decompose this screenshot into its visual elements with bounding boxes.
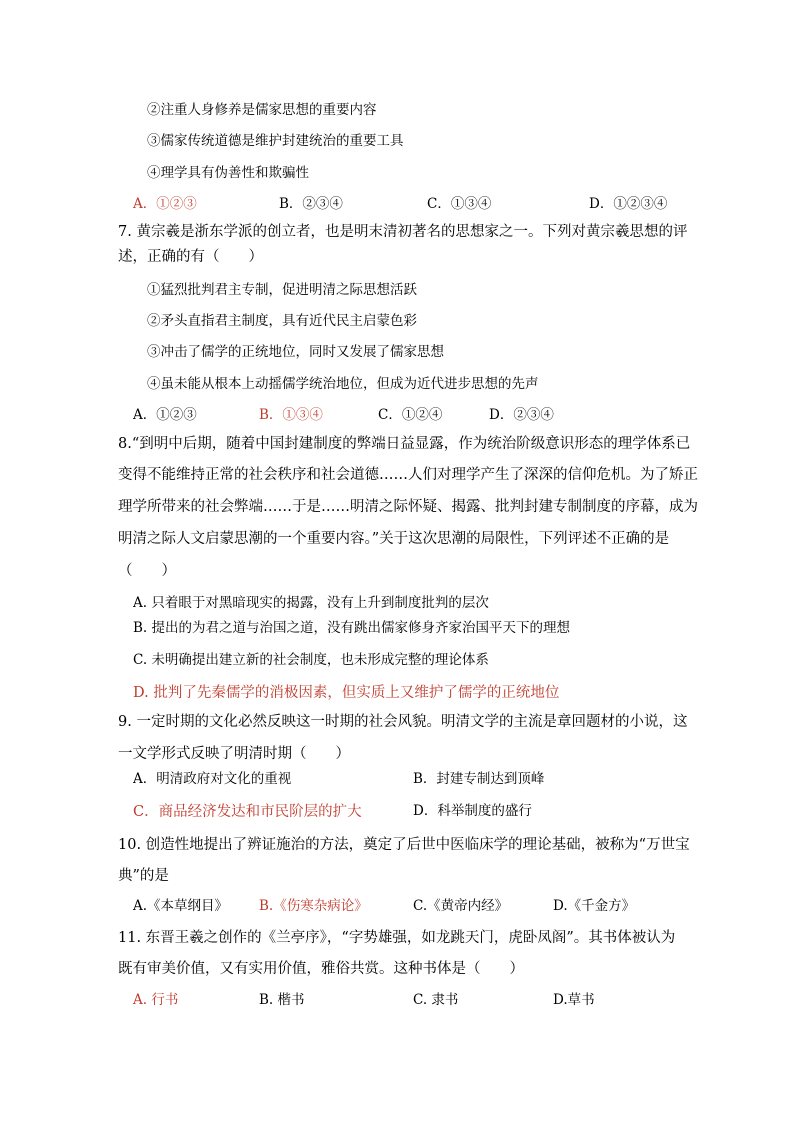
q8-stem-line-5: （ ） bbox=[118, 563, 176, 579]
q6-statement-3: ③儒家传统道德是维护封建统治的重要工具 bbox=[147, 133, 404, 149]
q9-option-c: C．商品经济发达和市民阶层的扩大 bbox=[133, 804, 362, 820]
q6-statement-2: ②注重人身修养是儒家思想的重要内容 bbox=[147, 102, 377, 118]
q6-option-c: C．①③④ bbox=[427, 196, 492, 212]
q10-option-b: B.《伤寒杂病论》 bbox=[259, 898, 368, 914]
q9-option-b: B．封建专制达到顶峰 bbox=[413, 771, 545, 787]
q10-stem-line-1: 10. 创造性地提出了辨证施治的方法，奠定了后世中医临床学的理论基础，被称为“万世宝 bbox=[118, 837, 690, 853]
q9-option-d: D．科举制度的盛行 bbox=[413, 803, 532, 819]
q10-option-d: D.《千金方》 bbox=[553, 898, 636, 914]
q11-option-a: A. 行书 bbox=[133, 992, 179, 1008]
q7-statement-3: ③冲击了儒学的正统地位，同时又发展了儒家思想 bbox=[147, 344, 444, 360]
q8-stem-line-1: 8.“到明中后期，随着中国封建制度的弊端日益显露，作为统治阶级意识形态的理学体系已 bbox=[118, 436, 691, 452]
q8-stem-line-4: 明清之际人文启蒙思潮的一个重要内容。”关于这次思潮的局限性，下列评述不正确的是 bbox=[118, 531, 670, 547]
q7-option-a: A．①②③ bbox=[133, 407, 197, 423]
q7-statement-1: ①猛烈批判君主专制，促进明清之际思想活跃 bbox=[147, 282, 417, 298]
q6-option-a: A．①②③ bbox=[133, 196, 197, 212]
q9-stem-line-1: 9. 一定时期的文化必然反映这一时期的社会风貌。明清文学的主流是章回题材的小说，这 bbox=[118, 714, 688, 730]
q7-option-d: D．②③④ bbox=[489, 407, 554, 423]
q9-option-a: A．明清政府对文化的重视 bbox=[133, 771, 292, 787]
q7-option-c: C．①②④ bbox=[378, 407, 443, 423]
q8-option-d: D. 批判了先秦儒学的消极因素，但实质上又维护了儒学的正统地位 bbox=[133, 685, 560, 701]
q8-stem-line-2: 变得不能维持正常的社会秩序和社会道德……人们对理学产生了深深的信仰危机。为了矫正 bbox=[118, 467, 698, 483]
q8-option-c: C. 未明确提出建立新的社会制度，也未形成完整的理论体系 bbox=[133, 652, 489, 668]
q7-stem-line-2: 述，正确的有（ ） bbox=[118, 249, 263, 265]
q6-option-d: D．①②③④ bbox=[589, 196, 668, 212]
q7-option-b: B．①③④ bbox=[259, 407, 323, 423]
q6-statement-4: ④理学具有伪善性和欺骗性 bbox=[147, 165, 309, 181]
q10-stem-line-2: 典”的是 bbox=[118, 868, 169, 884]
q7-stem-line-1: 7. 黄宗羲是浙东学派的创立者，也是明末清初著名的思想家之一。下列对黄宗羲思想的评 bbox=[118, 224, 688, 240]
q10-option-c: C.《黄帝内经》 bbox=[413, 898, 509, 914]
q11-stem-line-2: 既有审美价值，又有实用价值，雅俗共赏。这种书体是（ ） bbox=[118, 961, 524, 977]
q8-option-a: A. 只着眼于对黑暗现实的揭露，没有上升到制度批判的层次 bbox=[133, 595, 489, 611]
q7-statement-2: ②矛头直指君主制度，具有近代民主启蒙色彩 bbox=[147, 313, 417, 329]
q6-option-b: B．②③④ bbox=[279, 196, 343, 212]
q11-stem-line-1: 11. 东晋王羲之创作的《兰亭序》，“字势雄强，如龙跳天门，虎卧凤阁”。其书体被认为 bbox=[118, 930, 676, 946]
q8-option-b: B. 提出的为君之道与治国之道，没有跳出儒家修身齐家治国平天下的理想 bbox=[133, 620, 571, 636]
q11-option-c: C. 隶书 bbox=[413, 992, 459, 1008]
q11-option-b: B. 楷书 bbox=[259, 992, 305, 1008]
q10-option-a: A.《本草纲目》 bbox=[133, 898, 229, 914]
q7-statement-4: ④虽未能从根本上动摇儒学统治地位，但成为近代进步思想的先声 bbox=[147, 376, 539, 392]
q8-stem-line-3: 理学所带来的社会弊端……于是……明清之际怀疑、揭露、批判封建专制制度的序幕，成为 bbox=[118, 499, 698, 515]
q11-option-d: D.草书 bbox=[553, 992, 595, 1008]
q9-stem-line-2: 一文学形式反映了明清时期（ ） bbox=[118, 746, 350, 762]
